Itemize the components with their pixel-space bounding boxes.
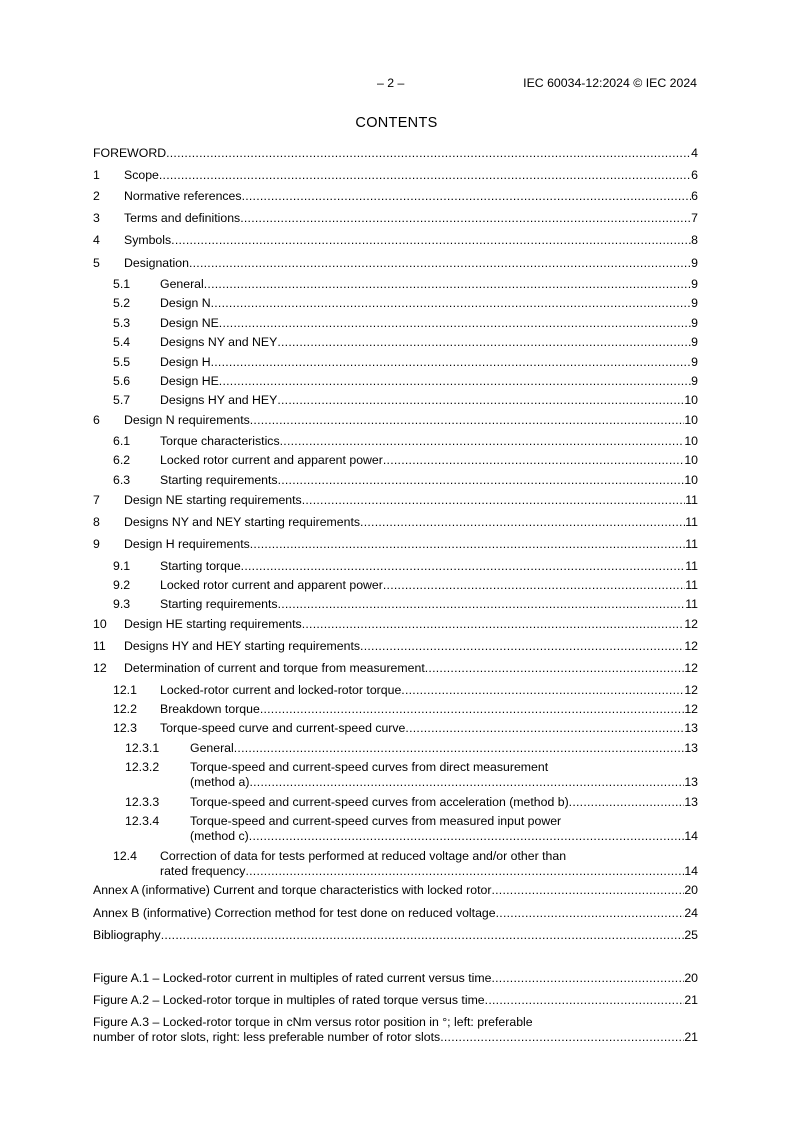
section-number: 12: [93, 661, 107, 675]
dot-leader: [241, 559, 686, 574]
dot-leader: [250, 537, 685, 552]
toc-entry-5-4[interactable]: [93, 335, 698, 350]
entry-title: Torque-speed and current-speed curves from direct measurement: [190, 760, 549, 774]
page-ref: 12: [684, 617, 698, 631]
section-number: 8: [93, 515, 100, 529]
page-ref: 11: [685, 597, 698, 611]
dot-leader: [245, 864, 684, 879]
page-ref: 4: [691, 146, 698, 160]
page-ref: 10: [684, 473, 698, 487]
entry-title: Correction of data for tests performed at reduced voltage and/or other than: [160, 849, 567, 863]
dot-leader: [383, 578, 685, 593]
dot-leader: [211, 355, 692, 370]
toc-entry-annex-a[interactable]: [93, 883, 698, 898]
section-number: 9.2: [113, 578, 131, 592]
entry-title: Terms and definitions: [124, 211, 241, 225]
section-number: 5.3: [113, 316, 131, 330]
entry-title: Symbols: [124, 233, 172, 247]
dot-leader: [171, 233, 691, 248]
entry-title: Scope: [124, 168, 159, 182]
section-number: 12.3.3: [125, 795, 160, 809]
entry-title: Figure A.3 – Locked-rotor torque in cNm versus rotor position in °; left: preferable: [93, 1015, 533, 1029]
page-header: [0, 76, 793, 92]
page-ref: 10: [684, 413, 698, 427]
dot-leader: [302, 617, 685, 632]
section-number: 5.4: [113, 335, 131, 349]
page-ref: 12: [684, 661, 698, 675]
page-ref: 14: [684, 829, 698, 843]
entry-title: Torque characteristics: [160, 434, 280, 448]
entry-title: Designs HY and HEY: [160, 393, 278, 407]
toc-entry-12-3-2[interactable]: [93, 760, 698, 790]
section-number: 11: [93, 639, 106, 653]
entry-title: General: [160, 277, 204, 291]
contents-title: CONTENTS: [355, 115, 438, 131]
dot-leader: [249, 829, 685, 844]
entry-title-continued: rated frequency: [160, 864, 246, 878]
entry-title: Figure A.2 – Locked-rotor torque in multiples of rated torque versus time: [93, 993, 485, 1007]
dot-leader: [204, 277, 691, 292]
dot-leader: [219, 316, 691, 331]
page-ref: 20: [684, 971, 698, 985]
section-number: 5.5: [113, 355, 131, 369]
dot-leader: [240, 211, 691, 226]
entry-title: Design HE: [160, 374, 219, 388]
entry-title: Design N requirements: [124, 413, 250, 427]
dot-leader: [425, 661, 685, 676]
entry-title: Designs NY and NEY: [160, 335, 278, 349]
entry-title: Design HE starting requirements: [124, 617, 302, 631]
dot-leader: [278, 473, 685, 488]
page-ref: 12: [684, 702, 698, 716]
dot-leader: [249, 775, 684, 790]
page-ref: 6: [691, 189, 698, 203]
entry-title: Designs HY and HEY starting requirements: [124, 639, 361, 653]
toc-entry-5-2[interactable]: [93, 296, 698, 311]
page-ref: 9: [691, 277, 698, 291]
dot-leader: [401, 683, 684, 698]
entry-title: Design NE starting requirements: [124, 493, 302, 507]
entry-title: Locked rotor current and apparent power: [160, 578, 383, 592]
dot-leader: [302, 493, 686, 508]
page-ref: 10: [684, 393, 698, 407]
dot-leader: [211, 296, 692, 311]
toc-entry-6-2[interactable]: [93, 453, 698, 468]
toc-entry-10[interactable]: [93, 617, 698, 632]
page-number: – 2 –: [377, 76, 405, 90]
entry-title: Design H requirements: [124, 537, 250, 551]
entry-title: Starting requirements: [160, 473, 278, 487]
page-ref: 21: [684, 993, 698, 1007]
toc-entry-9-1[interactable]: [93, 559, 698, 574]
toc-entry-5-3[interactable]: [93, 316, 698, 331]
figure-list-entry[interactable]: [93, 971, 698, 986]
dot-leader: [161, 928, 685, 943]
entry-title: Torque-speed and current-speed curves from measured input power: [190, 814, 562, 828]
toc-entry-6-3[interactable]: [93, 473, 698, 488]
dot-leader: [496, 906, 685, 921]
page-ref: 12: [684, 639, 698, 653]
toc-entry-12-3-3[interactable]: [93, 795, 698, 810]
section-number: 12.3.4: [125, 814, 160, 828]
entry-title: Determination of current and torque from measurement: [124, 661, 425, 675]
section-number: 12.1: [113, 683, 137, 697]
toc-entry-12-3-1[interactable]: [93, 741, 698, 756]
dot-leader: [277, 335, 691, 350]
page-ref: 9: [691, 296, 698, 310]
section-number: 6.2: [113, 453, 131, 467]
toc-entry-5-7[interactable]: [93, 393, 698, 408]
dot-leader: [242, 189, 692, 204]
page-ref: 20: [684, 883, 698, 897]
toc-entry-9-2[interactable]: [93, 578, 698, 593]
section-number: 9: [93, 537, 100, 551]
entry-title-continued: (method a): [190, 775, 250, 789]
toc-entry-5-1[interactable]: [93, 277, 698, 292]
toc-entry-1[interactable]: [93, 168, 698, 183]
entry-title: Starting torque: [160, 559, 241, 573]
dot-leader: [280, 434, 685, 449]
entry-title: Locked rotor current and apparent power: [160, 453, 383, 467]
entry-title: Normative references: [124, 189, 242, 203]
dot-leader: [278, 597, 686, 612]
entry-title: Bibliography: [93, 928, 161, 942]
page-ref: 12: [684, 683, 698, 697]
page-ref: 11: [685, 493, 698, 507]
section-number: 2: [93, 189, 100, 203]
dot-leader: [166, 146, 691, 161]
toc-entry-3[interactable]: [93, 211, 698, 226]
entry-title: Starting requirements: [160, 597, 278, 611]
entry-title: Design H: [160, 355, 211, 369]
page-ref: 6: [691, 168, 698, 182]
section-number: 10: [93, 617, 107, 631]
toc-entry-5-5[interactable]: [93, 355, 698, 370]
page-ref: 9: [691, 316, 698, 330]
section-number: 4: [93, 233, 100, 247]
section-number: 12.3: [113, 721, 137, 735]
section-number: 9.1: [113, 559, 131, 573]
toc-entry-12-4[interactable]: [93, 849, 698, 879]
dot-leader: [569, 795, 685, 810]
page-ref: 25: [684, 928, 698, 942]
entry-title: Torque-speed curve and current-speed curve: [160, 721, 406, 735]
dot-leader: [405, 721, 684, 736]
toc-entry-annex-b[interactable]: [93, 906, 698, 921]
section-number: 5.2: [113, 296, 131, 310]
page-ref: 14: [684, 864, 698, 878]
section-number: 5.1: [113, 277, 131, 291]
section-number: 6: [93, 413, 100, 427]
dot-leader: [159, 168, 691, 183]
toc-entry-12-3[interactable]: [93, 721, 698, 736]
dot-leader: [485, 993, 685, 1008]
document-id: IEC 60034-12:2024 © IEC 2024: [523, 76, 697, 90]
toc-entry-12-2[interactable]: [93, 702, 698, 717]
page-ref: 13: [684, 775, 698, 789]
page-ref: 8: [691, 233, 698, 247]
dot-leader: [440, 1030, 684, 1045]
toc-entry-11[interactable]: [93, 639, 698, 654]
entry-title: Locked-rotor current and locked-rotor torque: [160, 683, 402, 697]
toc-entry-4[interactable]: [93, 233, 698, 248]
toc-entry-6[interactable]: [93, 413, 698, 428]
entry-title: General: [190, 741, 234, 755]
dot-leader: [360, 515, 685, 530]
dot-leader: [189, 256, 691, 271]
section-number: 5: [93, 256, 100, 270]
dot-leader: [219, 374, 691, 389]
page-ref: 11: [685, 515, 698, 529]
toc-entry-9-3[interactable]: [93, 597, 698, 612]
toc-entry-2[interactable]: [93, 189, 698, 204]
section-number: 9.3: [113, 597, 131, 611]
entry-title-continued: number of rotor slots, right: less preferable number of rotor slots: [93, 1030, 441, 1044]
section-number: 5.6: [113, 374, 131, 388]
toc-entry-8[interactable]: [93, 515, 698, 530]
dot-leader: [260, 702, 685, 717]
figure-list-entry[interactable]: [93, 1015, 698, 1045]
entry-title: Breakdown torque: [160, 702, 260, 716]
entry-title: Designs NY and NEY starting requirements: [124, 515, 361, 529]
toc-entry-12-1[interactable]: [93, 683, 698, 698]
section-number: 6.3: [113, 473, 131, 487]
section-number: 7: [93, 493, 100, 507]
dot-leader: [360, 639, 684, 654]
section-number: 12.3.2: [125, 760, 160, 774]
page-ref: 13: [684, 741, 698, 755]
section-number: 3: [93, 211, 100, 225]
toc-entry-9[interactable]: [93, 537, 698, 552]
page-ref: 9: [691, 374, 698, 388]
entry-title: Designation: [124, 256, 189, 270]
dot-leader: [234, 741, 685, 756]
page-ref: 10: [684, 453, 698, 467]
entry-title: Design NE: [160, 316, 219, 330]
page-ref: 11: [685, 559, 698, 573]
entry-title: Annex B (informative) Correction method for test done on reduced voltage: [93, 906, 496, 920]
section-number: 12.4: [113, 849, 137, 863]
dot-leader: [383, 453, 684, 468]
entry-title: Annex A (informative) Current and torque characteristics with locked rotor: [93, 883, 492, 897]
section-number: 12.3.1: [125, 741, 160, 755]
toc-entry-12[interactable]: [93, 661, 698, 676]
page-ref: 10: [684, 434, 698, 448]
section-number: 12.2: [113, 702, 137, 716]
page-ref: 11: [685, 578, 698, 592]
page-ref: 7: [691, 211, 698, 225]
dot-leader: [491, 971, 684, 986]
entry-title-continued: (method c): [190, 829, 249, 843]
page-ref: 13: [684, 721, 698, 735]
dot-leader: [250, 413, 685, 428]
figure-list-entry[interactable]: [93, 993, 698, 1008]
toc-entry-6-1[interactable]: [93, 434, 698, 449]
page-ref: 9: [691, 335, 698, 349]
page-ref: 13: [684, 795, 698, 809]
section-number: 6.1: [113, 434, 131, 448]
dot-leader: [277, 393, 684, 408]
entry-title: Figure A.1 – Locked-rotor current in multiples of rated current versus time: [93, 971, 492, 985]
page-ref: 24: [684, 906, 698, 920]
toc-entry-5[interactable]: [93, 256, 698, 271]
toc-entry-foreword[interactable]: [93, 146, 698, 161]
entry-title: FOREWORD: [93, 146, 167, 160]
page-ref: 9: [691, 355, 698, 369]
page-ref: 21: [684, 1030, 698, 1044]
section-number: 5.7: [113, 393, 131, 407]
page-ref: 11: [685, 537, 698, 551]
dot-leader: [491, 883, 684, 898]
section-number: 1: [93, 168, 100, 182]
page-ref: 9: [691, 256, 698, 270]
entry-title: Design N: [160, 296, 211, 310]
toc-entry-bibliography[interactable]: [93, 928, 698, 943]
toc-entry-5-6[interactable]: [93, 374, 698, 389]
entry-title: Torque-speed and current-speed curves from acceleration (method b): [190, 795, 569, 809]
toc-entry-7[interactable]: [93, 493, 698, 508]
toc-entry-12-3-4[interactable]: [93, 814, 698, 844]
